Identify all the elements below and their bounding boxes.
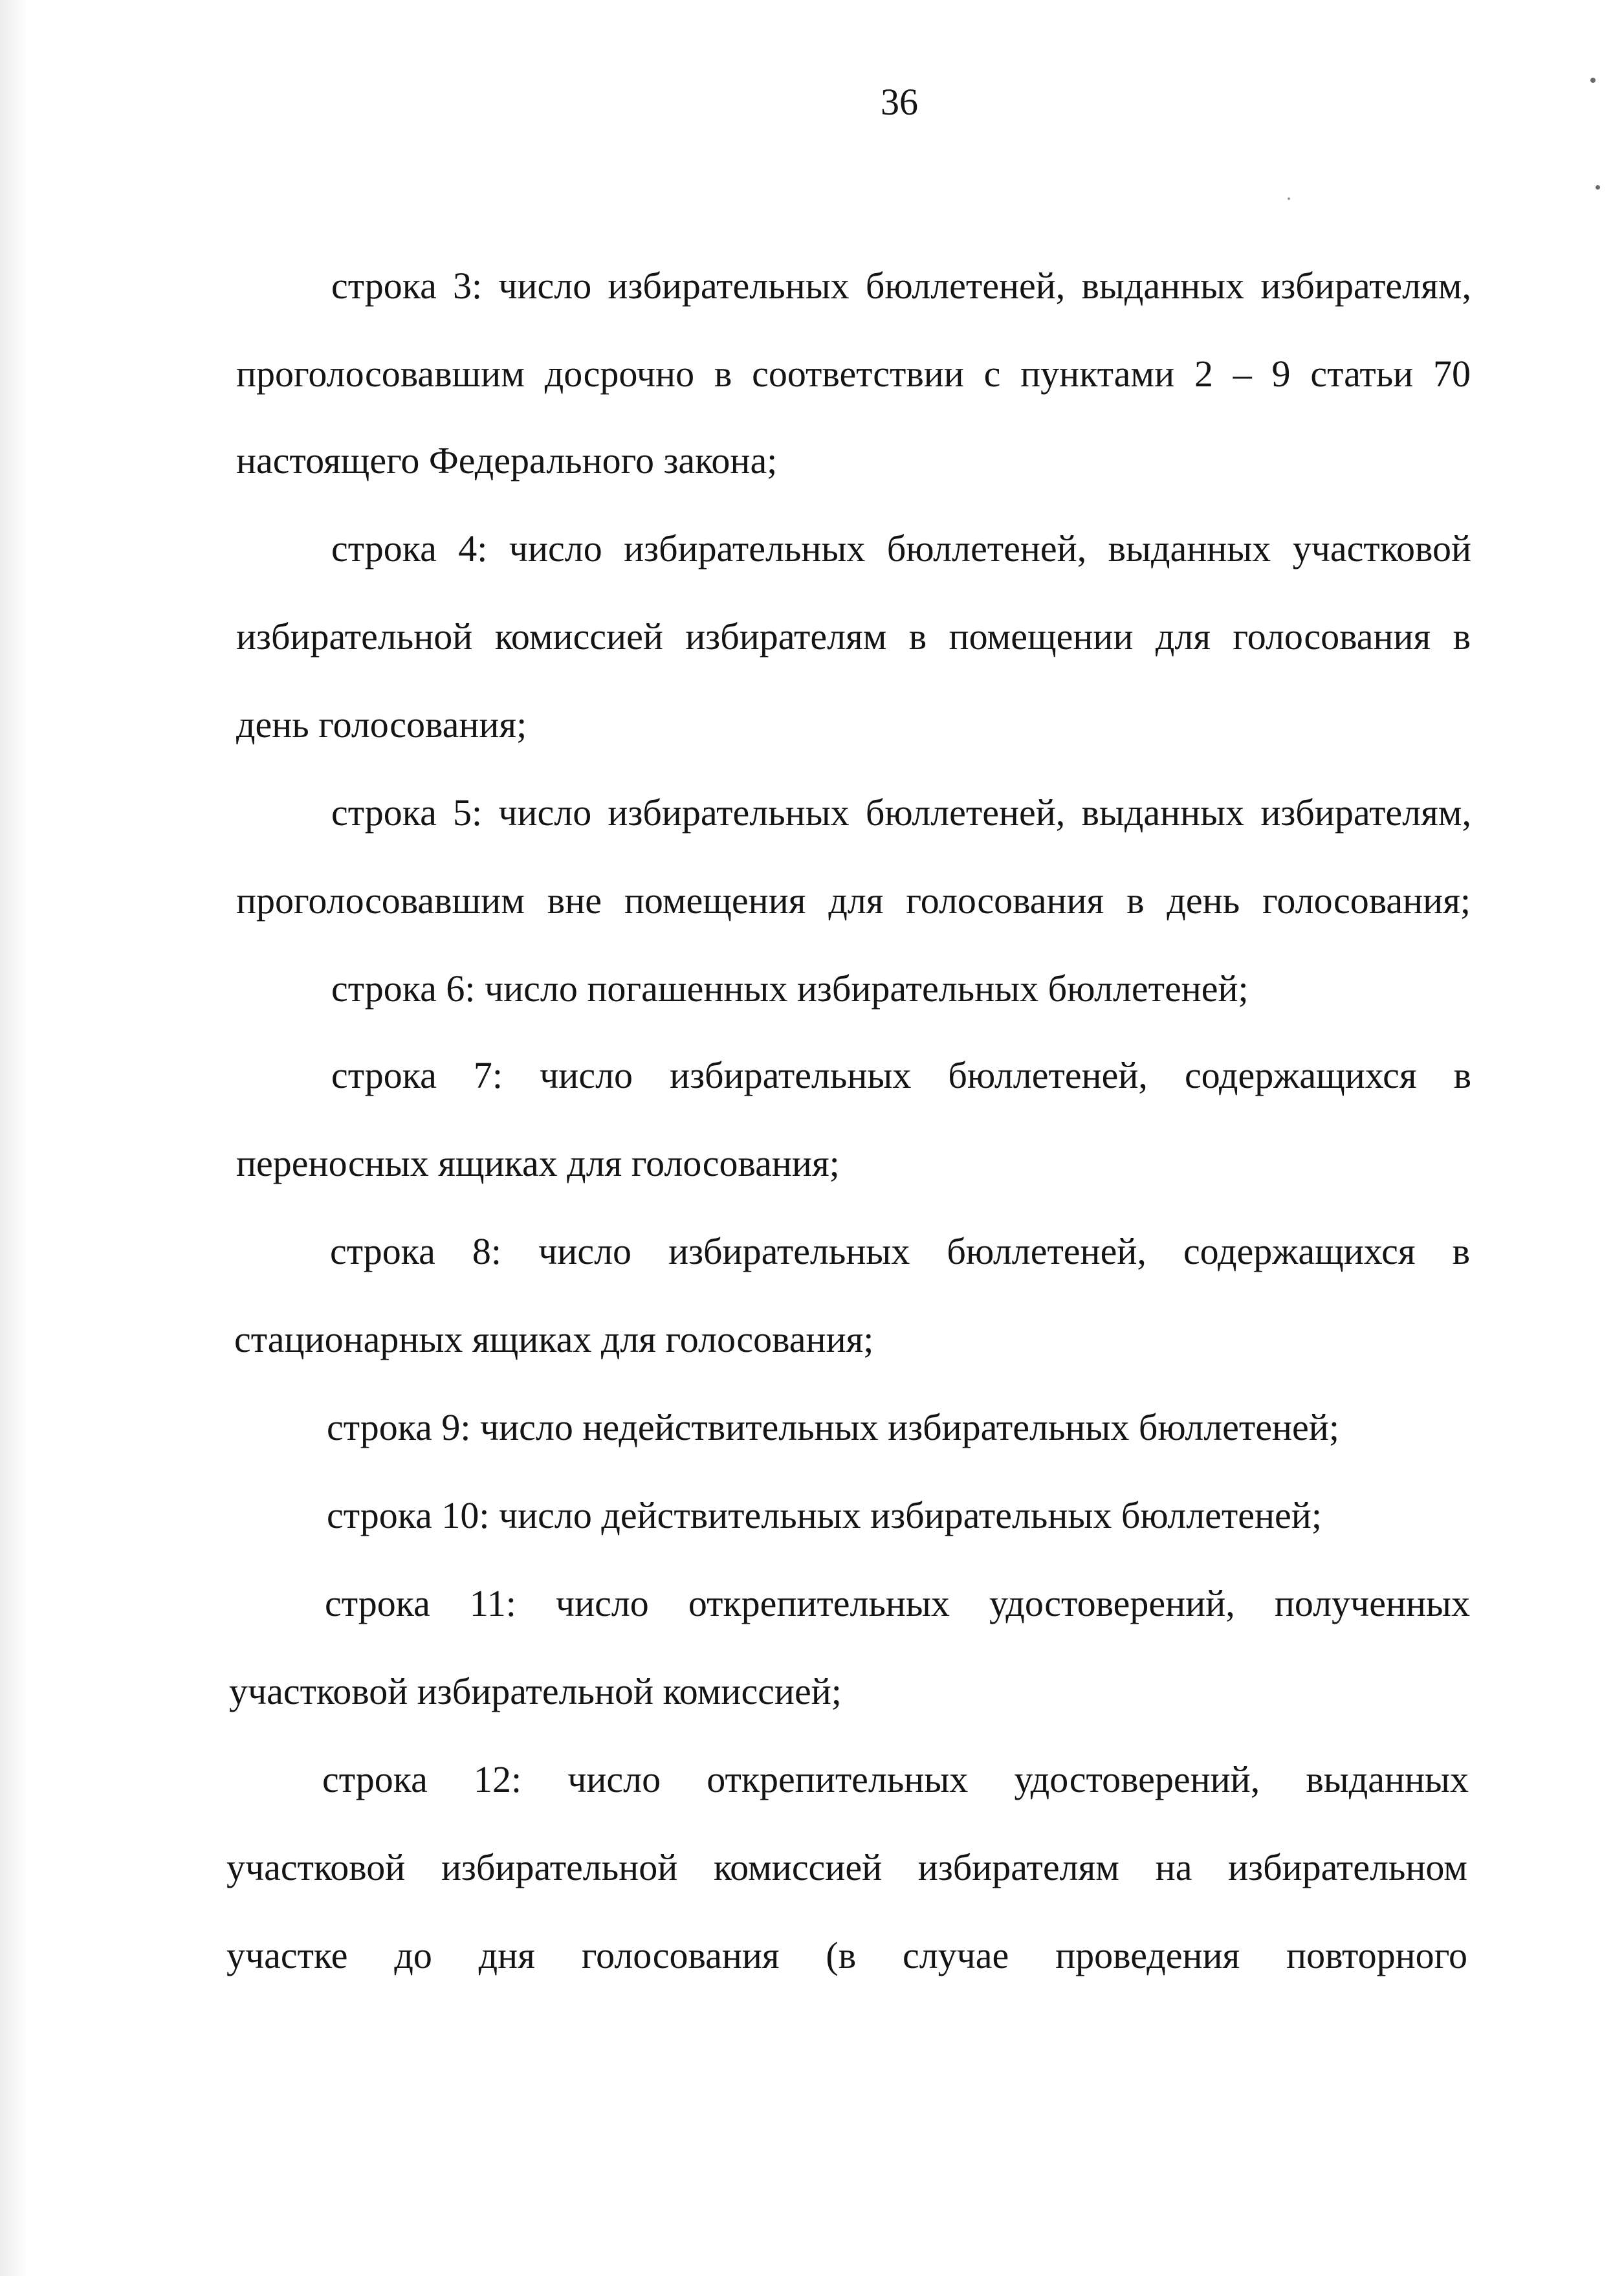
text-line: строка 4: число избирательных бюллетеней, выданных участковой: [331, 527, 1471, 569]
text-line: настоящего Федерального закона;: [236, 439, 778, 481]
scan-edge-shadow: [0, 0, 28, 2276]
text-line: строка 9: число недействительных избирательных бюллетеней;: [327, 1406, 1339, 1448]
scan-speck: [1596, 185, 1600, 190]
text-line: строка 3: число избирательных бюллетеней, выданных избирателям,: [331, 265, 1471, 307]
text-line: день голосования;: [236, 703, 527, 746]
text-line: строка 11: число открепительных удостоверений, полученных: [325, 1582, 1470, 1624]
text-line: строка 10: число действительных избирательных бюллетеней;: [327, 1494, 1322, 1536]
text-line: строка 5: число избирательных бюллетеней, выданных избирателям,: [331, 791, 1471, 834]
text-line: строка 8: число избирательных бюллетеней, содержащихся в: [330, 1230, 1470, 1272]
page-number: 36: [881, 81, 918, 123]
text-line: проголосовавшим досрочно в соответствии с пунктами 2 – 9 статьи 70: [236, 353, 1471, 395]
text-line: переносных ящиках для голосования;: [236, 1142, 840, 1184]
text-line: проголосовавшим вне помещения для голосования в день голосования;: [236, 879, 1471, 922]
text-line: участковой избирательной комиссией избирателям на избирательном: [226, 1846, 1467, 1888]
text-line: участковой избирательной комиссией;: [229, 1670, 842, 1712]
text-line: участке до дня голосования (в случае проведения повторного: [226, 1934, 1467, 1976]
text-line: строка 6: число погашенных избирательных бюллетеней;: [331, 967, 1249, 1010]
text-line: избирательной комиссией избирателям в помещении для голосования в: [236, 615, 1471, 657]
text-line: строка 7: число избирательных бюллетеней, содержащихся в: [331, 1054, 1471, 1096]
scan-speck: [1590, 78, 1596, 83]
text-line: строка 12: число открепительных удостоверений, выданных: [322, 1758, 1469, 1800]
scan-speck: [1288, 197, 1290, 200]
text-line: стационарных ящиках для голосования;: [234, 1318, 874, 1360]
